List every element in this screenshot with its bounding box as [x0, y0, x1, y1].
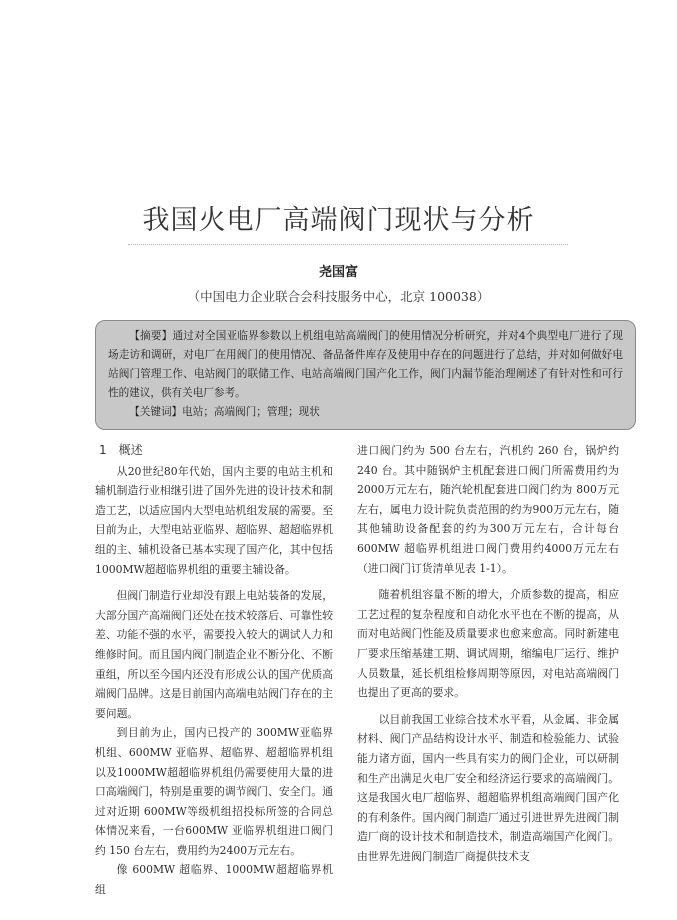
keywords-text: 电站；高端阀门；管理；现状: [182, 406, 320, 418]
author-name: 尧国富: [318, 265, 358, 280]
author-affiliation: （中国电力企业联合会科技服务中心，北京 100038）: [187, 289, 490, 304]
body-column-left: [95, 441, 333, 900]
body-paragraph: 随着机组容量不断的增大，介质参数的提高，相应工艺过程的复杂程度和自动化水平也在不断的提高，从而对电站阀门性能及质量要求也愈来愈高。同时新建电厂要求压缩基建工期、调试周期，缩编电厂运行、维护人员数量，延长机组检修周期等原因，对电站高端阀门也提出了更高的要求。: [357, 588, 619, 700]
body-paragraph: 但阀门制造行业却没有跟上电站装备的发展，大部分国产高端阀门还处在技术较落后、可靠性较差、功能不强的水平，需要投入较大的调试人力和维修时间。而且国内阀门制造企业不断分化、不断重组，所以至今国内还没有形成公认的国产优质高端阀门品牌。这是目前国内高端电站阀门存在的主要问题。: [95, 589, 333, 720]
body-paragraph: 从20世纪80年代始，国内主要的电站主机和辅机制造行业相继引进了国外先进的设计技术和制造工艺，以适应国内大型电站机组发展的需要。至目前为止，大型电站亚临界、超临界、超超临界机组的主、辅机设备已基本实现了国产化，其中包括1000MW超超临界机组的重要主辅设备。: [95, 464, 333, 576]
abstract-box: [95, 320, 636, 430]
body-paragraph: 以目前我国工业综合技术水平看，从金属、非金属材料、阀门产品结构设计水平、制造和检验能力、试验能力诸方面，国内一些具有实力的阀门企业，可以研制和生产出满足火电厂安全和经济运行要求的高端阀门。这是我国火电厂超临界、超超临界机组高端阀门国产化的有利条件。国内阀门制造厂通过引进世界先进阀门制造厂商的设计技术和制造技术，制造高端国产化阀门。由世界先进阀门制造厂商提供技术支: [357, 712, 619, 863]
body-column-right: [357, 441, 619, 866]
keywords-label: 【关键词】: [129, 406, 183, 418]
abstract-text: 通过对全国亚临界参数以上机组电站高端阀门的使用情况分析研究，并对4个典型电厂进行了现场走访和调研，对电厂在用阀门的使用情况、备品备件库存及使用中存在的问题进行了总结，并对如何做好电站阀门管理工作、电站阀门的联储工作、电站高端阀门国产化工作，阀门内漏节能治理阐述了有针对性和可行性的建议，供有关电厂参考。: [108, 330, 623, 399]
body-paragraph: 像 600MW 超临界、1000MW超超临界机组: [95, 863, 333, 897]
page-title: 我国火电厂高端阀门现状与分析: [142, 205, 535, 236]
body-paragraph: 到目前为止，国内已投产的 300MW亚临界机组、600MW 亚临界、超临界、超超临界机组以及1000MW超超临界机组仍需要使用大量的进口高端阀门，特别是重要的调节阀门、安全门。通过对近期 600MW等级机组招投标所签的合同总体情况来看，一台600MW 亚临界机组进口阀门约 150 台左右，费用约为2400万元左右。: [95, 726, 333, 857]
section-heading: 1 概述: [99, 443, 143, 457]
abstract-paragraph: [108, 327, 623, 403]
body-paragraph: 进口阀门约为 500 台左右，汽机约 260 台，锅炉约 240 台。其中随锅炉主机配套进口阀门所需费用约为 2000万元左右，随汽轮机配套进口阀门约为 800万元左右，属电力设计院负责范围的约为900万元左右，随其他辅助设备配套的约为300万元左右，合计每台 600MW 超临界机组进口阀门费用约4000万元左右（进口阀门订货清单见表 1-1）。: [357, 444, 619, 575]
abstract-label: 【摘要】: [129, 330, 173, 342]
keywords-line: [108, 403, 623, 422]
title-divider: [128, 244, 568, 245]
